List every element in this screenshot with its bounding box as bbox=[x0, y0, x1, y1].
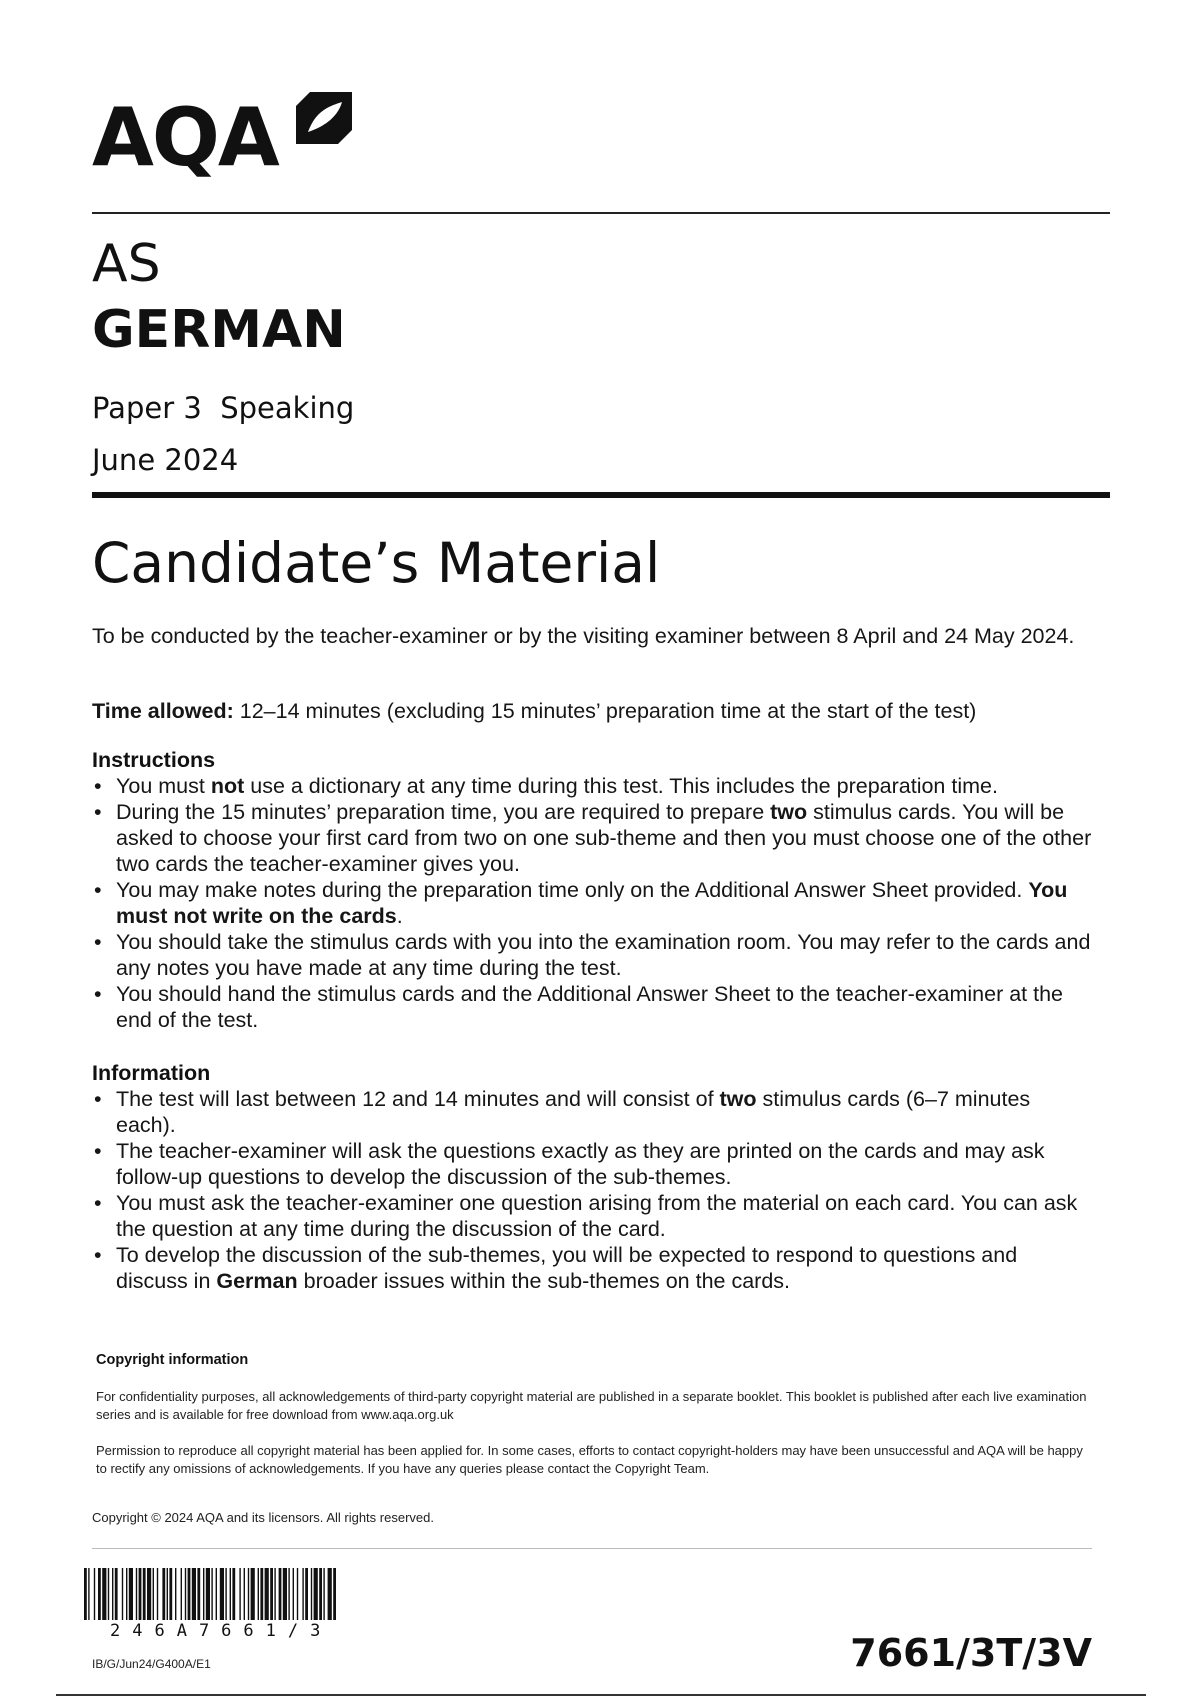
emphasis-text: not bbox=[210, 774, 245, 798]
instruction-item bbox=[92, 773, 1092, 799]
item-text: stimulus cards (6–7 minutes each). bbox=[116, 1087, 1031, 1137]
time-allowed-value: 12–14 minutes (excluding 15 minutes’ preparation time at the start of the test) bbox=[239, 699, 977, 723]
barcode-digits: 246A7661/3 bbox=[110, 1621, 333, 1641]
copyright-line: Copyright © 2024 AQA and its licensors. All rights reserved. bbox=[92, 1510, 434, 1525]
instruction-item bbox=[92, 981, 1092, 1033]
copyright-paragraph-1: For confidentiality purposes, all acknowledgements of third-party copyright material are published in a separate booklet. This booklet is published after each live examination series and is available for free download from www.aqa.org.uk bbox=[96, 1389, 1087, 1422]
item-text: . bbox=[396, 904, 403, 928]
paper-name: Paper 3 Speaking bbox=[92, 391, 355, 425]
bullet-icon: • bbox=[94, 878, 102, 902]
item-text: The test will last between 12 and 14 minutes and will consist of bbox=[116, 1087, 720, 1111]
footer-divider bbox=[92, 1548, 1092, 1549]
information-item bbox=[92, 1190, 1092, 1242]
emphasis-text: You must not write on the cards bbox=[116, 878, 1068, 928]
page-bottom-rule bbox=[56, 1694, 1146, 1696]
item-text: broader issues within the sub-themes on the cards. bbox=[297, 1269, 791, 1293]
bullet-icon: • bbox=[94, 774, 102, 798]
information-heading: Information bbox=[92, 1061, 211, 1085]
copyright-heading: Copyright information bbox=[96, 1352, 249, 1368]
instructions-list bbox=[92, 773, 1092, 1033]
bullet-icon: • bbox=[94, 1087, 102, 1111]
qualification-level: AS bbox=[92, 234, 161, 294]
item-text: use a dictionary at any time during this test. This includes the preparation time. bbox=[244, 774, 998, 798]
instructions-heading: Instructions bbox=[92, 748, 216, 772]
instruction-item bbox=[92, 929, 1092, 981]
bullet-icon: • bbox=[94, 982, 102, 1006]
information-item bbox=[92, 1242, 1092, 1294]
item-text: The teacher-examiner will ask the questions exactly as they are printed on the cards and may ask follow-up questions to develop the discussion of the sub-themes. bbox=[116, 1139, 1045, 1189]
exam-date: June 2024 bbox=[92, 443, 239, 477]
header-divider bbox=[92, 212, 1110, 214]
bullet-icon: • bbox=[94, 1191, 102, 1215]
item-text: You must bbox=[116, 774, 211, 798]
item-text: During the 15 minutes’ preparation time, you are required to prepare bbox=[116, 800, 771, 824]
bullet-icon: • bbox=[94, 1139, 102, 1163]
emphasis-text: two bbox=[719, 1087, 757, 1111]
item-text: To develop the discussion of the sub-themes, you will be expected to respond to questions and discuss in bbox=[116, 1243, 1018, 1293]
aqa-logo bbox=[92, 92, 362, 187]
intro-text: To be conducted by the teacher-examiner or by the visiting examiner between 8 April and 24 May 2024. bbox=[92, 624, 1075, 648]
information-item bbox=[92, 1138, 1092, 1190]
document-title: Candidate’s Material bbox=[92, 531, 661, 595]
information-list bbox=[92, 1086, 1092, 1294]
item-text: stimulus cards. You will be asked to choose your first card from two on one sub-theme and then you must choose one of the other two cards the teacher-examiner gives you. bbox=[116, 800, 1092, 876]
emphasis-text: two bbox=[770, 800, 808, 824]
subject-title: GERMAN bbox=[92, 300, 346, 360]
item-text: You may make notes during the preparation time only on the Additional Answer Sheet provided. bbox=[116, 878, 1029, 902]
item-text: You must ask the teacher-examiner one question arising from the material on each card. You can ask the question at any time during the discussion of the card. bbox=[116, 1191, 1078, 1241]
bullet-icon: • bbox=[94, 930, 102, 954]
specification-code: 7661/3T/3V bbox=[850, 1631, 1092, 1675]
item-text: You should hand the stimulus cards and the Additional Answer Sheet to the teacher-examiner at the end of the test. bbox=[116, 982, 1064, 1032]
bullet-icon: • bbox=[94, 1243, 102, 1267]
time-allowed bbox=[92, 698, 1092, 724]
instruction-item bbox=[92, 877, 1092, 929]
copyright-paragraph-2: Permission to reproduce all copyright material has been applied for. In some cases, efforts to contact copyright-holders may have been unsuccessful and AQA will be happy to rectify any omissions of acknowledgements. If you have any queries please contact the Copyright Team. bbox=[96, 1443, 1083, 1476]
emphasis-text: German bbox=[216, 1269, 298, 1293]
title-divider bbox=[92, 492, 1110, 498]
aqa-logo-text: AQA bbox=[92, 91, 278, 184]
bullet-icon: • bbox=[94, 800, 102, 824]
information-item bbox=[92, 1086, 1092, 1138]
barcode bbox=[82, 1568, 412, 1620]
instruction-item bbox=[92, 799, 1092, 877]
item-text: You should take the stimulus cards with you into the examination room. You may refer to the cards and any notes you have made at any time during the test. bbox=[116, 930, 1091, 980]
time-allowed-label: Time allowed: bbox=[92, 699, 234, 723]
aqa-logo-mark-icon bbox=[296, 92, 352, 144]
document-reference: IB/G/Jun24/G400A/E1 bbox=[92, 1657, 211, 1671]
